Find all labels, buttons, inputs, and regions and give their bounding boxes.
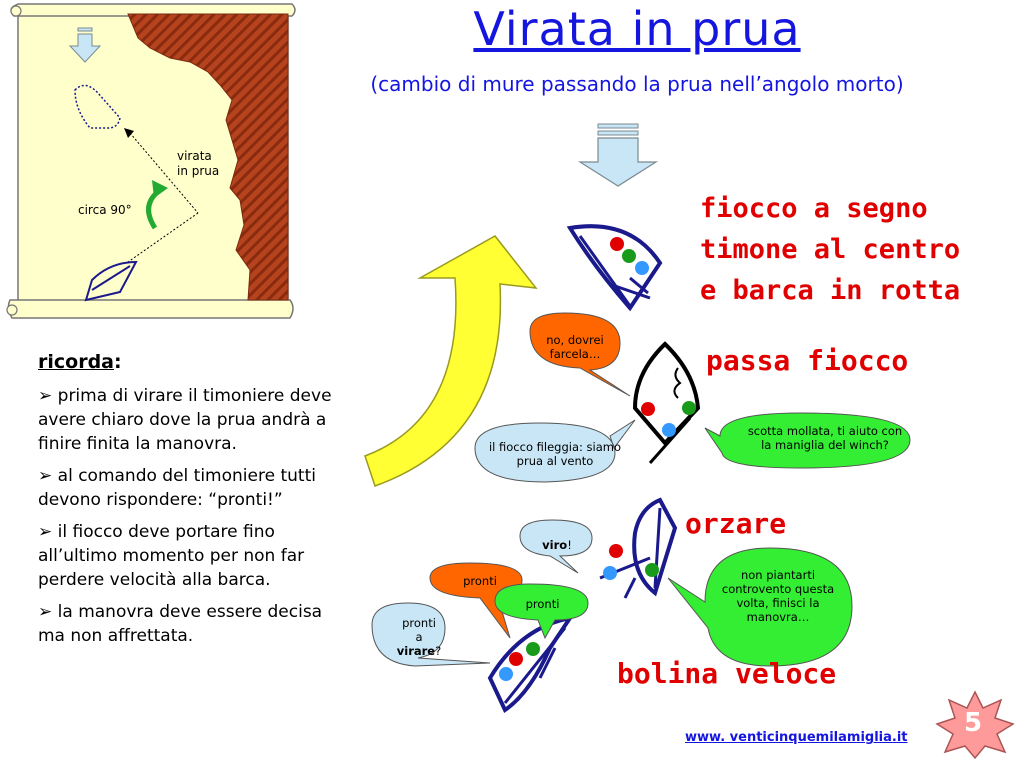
step-label-orzare: orzare [685,507,787,540]
bullet-arrow-icon: ➢ [38,386,53,406]
remember-block [38,350,343,656]
list-item: ➢ il fiocco deve portare fino all’ultimo momento per non far perdere velocità alla barca. [38,522,305,590]
sailboat-icon [490,618,570,710]
step-label-passa: passa fiocco [706,344,909,377]
bubble-text-scotta: scotta mollata, ti aiuto con la maniglia del winch? [747,424,903,452]
down-arrow-icon [580,124,656,186]
bubble-text-fiocco: il fiocco fileggia: siamo prua al vento [488,440,622,468]
bubble-text-non-piantarti: non piantarti controvento questa volta, finisci la manovra… [721,568,835,624]
remember-heading: ricorda: [38,351,122,373]
website-link[interactable]: www. venticinquemilamiglia.it [685,730,908,745]
list-item: ➢ al comando del timoniere tutti devono rispondere: “pronti!” [38,466,316,510]
step-label-bolina: bolina veloce [617,657,837,690]
step-label-1: fiocco a segno timone al centro e barca in rotta [700,193,961,306]
tack-label: virata in prua [177,149,220,178]
bubble-text-pronti-a-virare: pronti a virare? [396,616,442,658]
page-number: 5 [963,708,983,738]
bubble-text-pronti-green: pronti [525,597,560,611]
bullet-arrow-icon: ➢ [38,522,53,542]
page-title: Virata in prua [473,2,801,56]
list-item: ➢ prima di virare il timoniere deve avere chiaro dove la prua andrà a finire finita la manovra. [38,386,332,454]
sailboat-icon [600,500,675,598]
page-subtitle: (cambio di mure passando la prua nell’angolo morto) [370,72,904,96]
bubble-text-pronti-orange: pronti [463,574,497,588]
bullet-arrow-icon: ➢ [38,602,53,622]
bubble-text-no-dovrei: no, dovrei farcela… [546,333,604,361]
bullet-arrow-icon: ➢ [38,466,53,486]
speech-bubble-green [495,584,588,638]
bubble-text-viro: viro! [542,538,572,552]
list-item: ➢ la manovra deve essere decisa ma non affrettata. [38,602,323,646]
sailboat-icon [570,226,660,308]
angle-label: circa 90° [78,203,132,217]
sailboat-icon [635,344,698,463]
